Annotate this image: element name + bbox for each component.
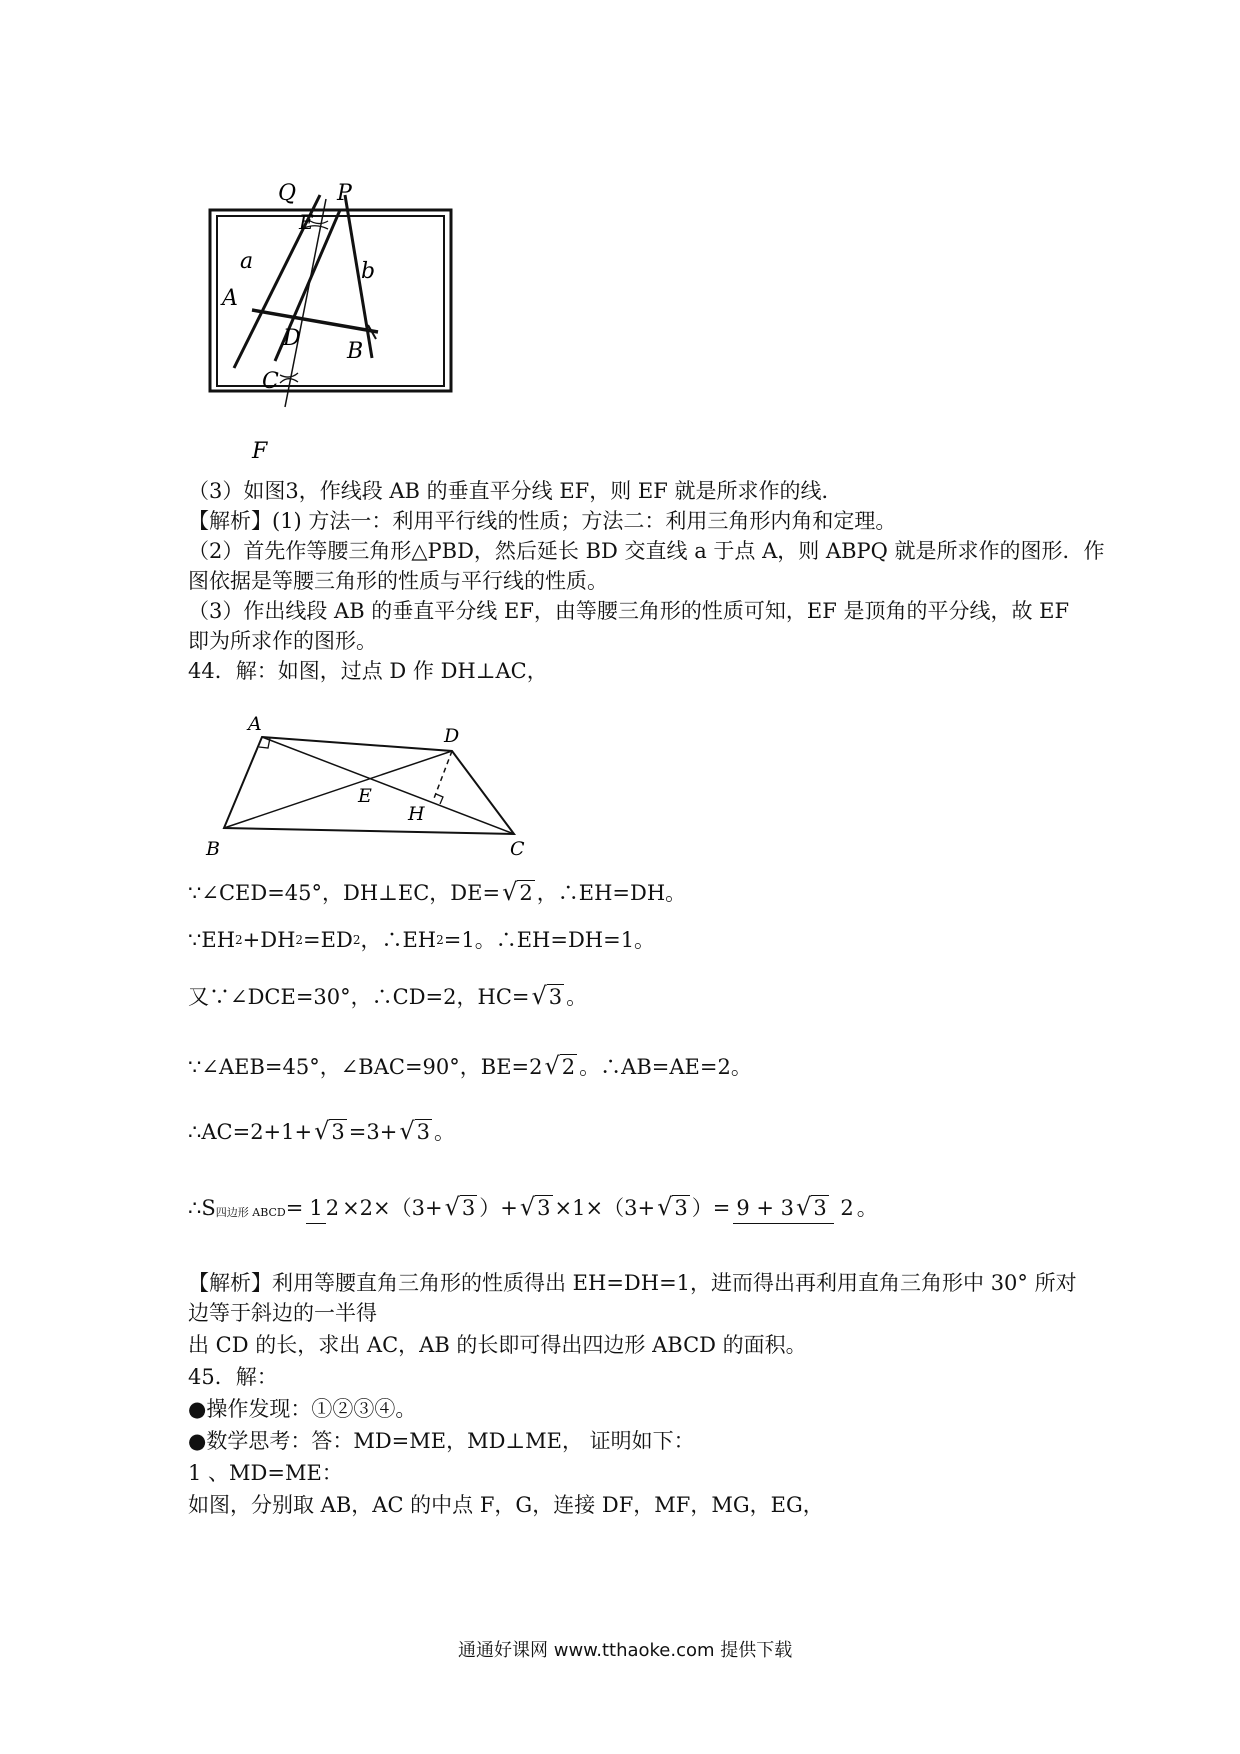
proof-construction: 如图，分别取 AB，AC 的中点 F，G，连接 DF，MF，MG，EG， <box>188 1493 824 1517</box>
paragraph-analysis-3a: （3）作出线段 AB 的垂直平分线 EF，由等腰三角形的性质可知，EF 是顶角的平分线，故 EF <box>188 599 1070 623</box>
label-D: D <box>444 725 460 747</box>
problem-45-heading: 45．解： <box>188 1365 278 1389</box>
label-A: A <box>248 713 262 735</box>
paragraph-analysis-2b: 图依据是等腰三角形的性质与平行线的性质。 <box>188 569 608 593</box>
label-P: P <box>337 181 352 206</box>
label-Q: Q <box>278 181 297 206</box>
operation-discovery: ●操作发现：①②③④。 <box>188 1397 417 1421</box>
page-footer: 通通好课网 www.tthaoke.com 提供下载 <box>458 1640 793 1661</box>
label-A: A <box>222 286 238 311</box>
paragraph-analysis-44b: 边等于斜边的一半得 <box>188 1301 377 1325</box>
label-E: E <box>299 210 314 234</box>
label-B: B <box>206 838 220 860</box>
label-b: b <box>361 259 376 284</box>
math-line-6-area: ∴S 四边形 ABCD = 1 2 ×2×（3+ √3 ）+ √3 ×1×（3+ √3 ）= 9 + 3 √3 2 。 <box>188 1188 878 1228</box>
problem-44-heading: 44．解：如图，过点 D 作 DH⊥AC， <box>188 659 548 683</box>
math-line-1: ∵∠CED=45°，DH⊥EC，DE= √2 ，∴EH=DH。 <box>188 878 687 906</box>
segment-ab <box>252 310 378 332</box>
figure-3-construction <box>200 175 480 465</box>
altitude-dh <box>433 751 452 801</box>
label-D: D <box>283 326 301 351</box>
paragraph-analysis-44a: 【解析】利用等腰直角三角形的性质得出 EH=DH=1，进而得出再利用直角三角形中 30° 所对 <box>188 1271 1077 1295</box>
paragraph-3-construction: （3）如图3，作线段 AB 的垂直平分线 EF，则 EF 就是所求作的线． <box>188 479 843 503</box>
math-line-4: ∵∠AEB=45°，∠BAC=90°，BE=2 √2 。∴AB=AE=2。 <box>188 1052 752 1080</box>
diagonal-ac <box>262 737 514 834</box>
paragraph-analysis-3b: 即为所求作的图形。 <box>188 629 377 653</box>
paragraph-analysis-2a: （2）首先作等腰三角形△PBD，然后延长 BD 交直线 a 于点 A，则 ABPQ 就是所求作的图形．作 <box>188 539 1105 563</box>
label-C: C <box>262 369 279 394</box>
paragraph-analysis-1: 【解析】(1) 方法一：利用平行线的性质；方法二：利用三角形内角和定理。 <box>188 509 897 533</box>
math-line-5: ∴AC=2+1+ √3 =3+ √3 。 <box>188 1117 456 1145</box>
label-B: B <box>347 339 364 364</box>
figure-44-quadrilateral <box>200 700 540 865</box>
label-E: E <box>358 785 372 807</box>
label-C: C <box>510 838 525 860</box>
label-a: a <box>240 249 254 274</box>
math-line-3: 又∵∠DCE=30°，∴CD=2，HC= √3 。 <box>188 982 588 1010</box>
math-line-2: ∵EH 2 +DH 2 =ED 2 ，∴EH 2 =1。∴EH=DH=1。 <box>188 928 656 952</box>
proof-step-1: 1 、MD=ME： <box>188 1461 343 1485</box>
math-thinking: ●数学思考：答：MD=ME，MD⊥ME， 证明如下： <box>188 1429 695 1453</box>
label-H: H <box>408 803 425 825</box>
paragraph-analysis-44c: 出 CD 的长，求出 AC，AB 的长即可得出四边形 ABCD 的面积。 <box>188 1333 807 1357</box>
label-F: F <box>252 439 268 464</box>
